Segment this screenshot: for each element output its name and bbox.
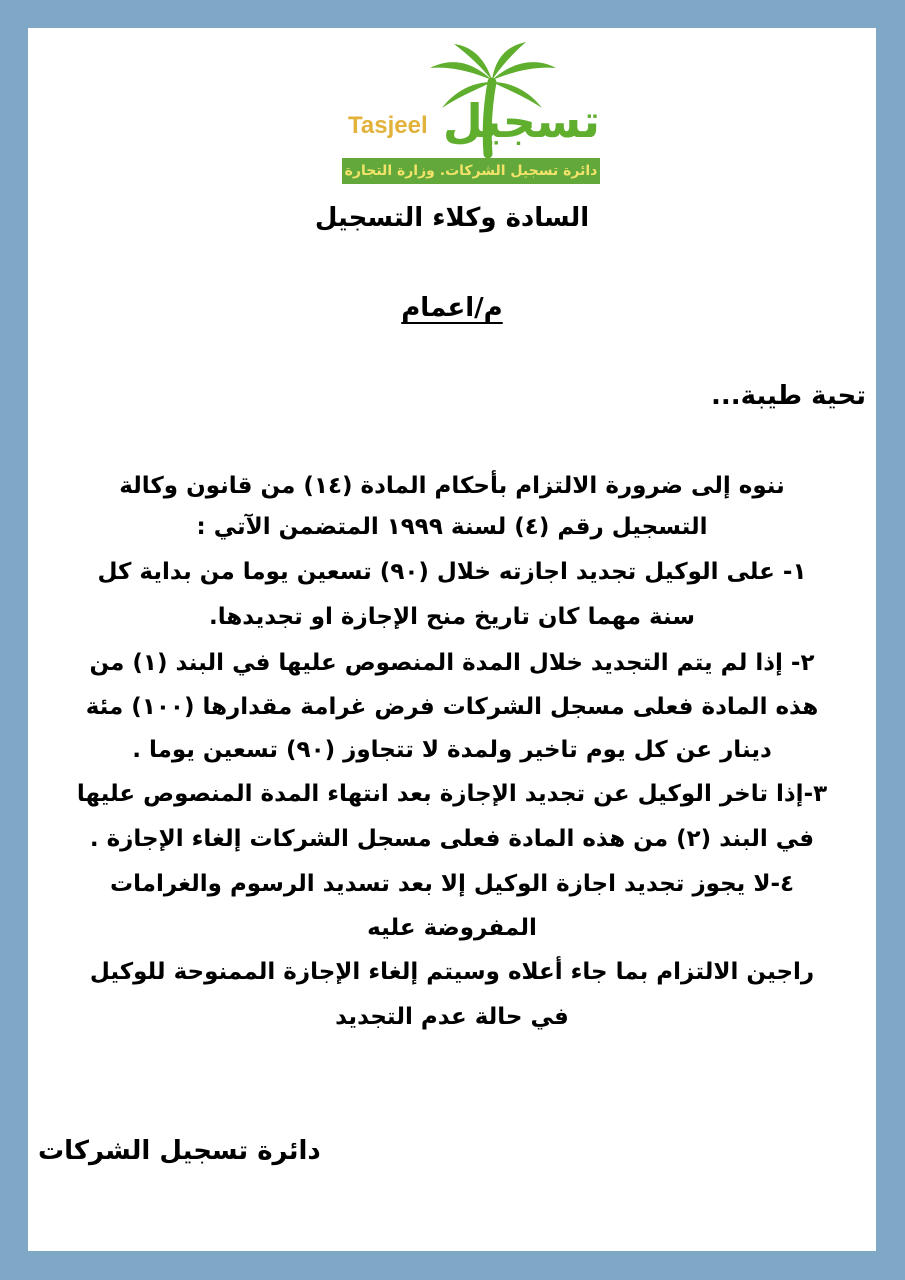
body-line: ننوه إلى ضرورة الالتزام بأحكام المادة (١٤) من قانون وكالة (119, 473, 785, 499)
logo-arabic-text: تسجيل (442, 94, 600, 148)
body-line: التسجيل رقم (٤) لسنة ١٩٩٩ المتضمن الآتي : (196, 514, 708, 540)
body-line: في البند (٢) من هذه المادة فعلى مسجل الشركات إلغاء الإجازة . (89, 826, 815, 852)
body-line: راجين الالتزام بما جاء أعلاه وسيتم إلغاء الإجازة الممنوحة للوكيل (89, 959, 815, 985)
subject: م/اعمام (401, 293, 503, 323)
body-line: المفروضة عليه (367, 915, 537, 941)
addressee: السادة وكلاء التسجيل (314, 203, 590, 233)
body-line: في حالة عدم التجديد (335, 1004, 569, 1030)
body-line: ١- على الوكيل تجديد اجازته خلال (٩٠) تسعين يوما من بداية كل (97, 559, 807, 585)
body-line: ٣-إذا تاخر الوكيل عن تجديد الإجازة بعد انتهاء المدة المنصوص عليها (76, 781, 828, 807)
body-line: دينار عن كل يوم تاخير ولمدة لا تتجاوز (٩٠) تسعين يوما . (132, 737, 772, 763)
body-line: سنة مهما كان تاريخ منح الإجازة او تجديدها. (208, 604, 696, 630)
document-page (28, 28, 876, 1251)
signature: دائرة تسجيل الشركات (38, 1136, 321, 1166)
body-line: ٤-لا يجوز تجديد اجازة الوكيل إلا بعد تسديد الرسوم والغرامات (109, 871, 795, 897)
logo-latin-text: Tasjeel (348, 112, 428, 139)
greeting: تحية طيبة... (710, 381, 866, 411)
logo-subtitle: دائرة تسجيل الشركات. وزارة التجارة (342, 158, 600, 184)
tasjeel-logo (342, 42, 602, 184)
body-line: هذه المادة فعلى مسجل الشركات فرض غرامة مقدارها (١٠٠) مئة (85, 694, 819, 720)
body-line: ٢- إذا لم يتم التجديد خلال المدة المنصوص عليها في البند (١) من (89, 650, 815, 676)
